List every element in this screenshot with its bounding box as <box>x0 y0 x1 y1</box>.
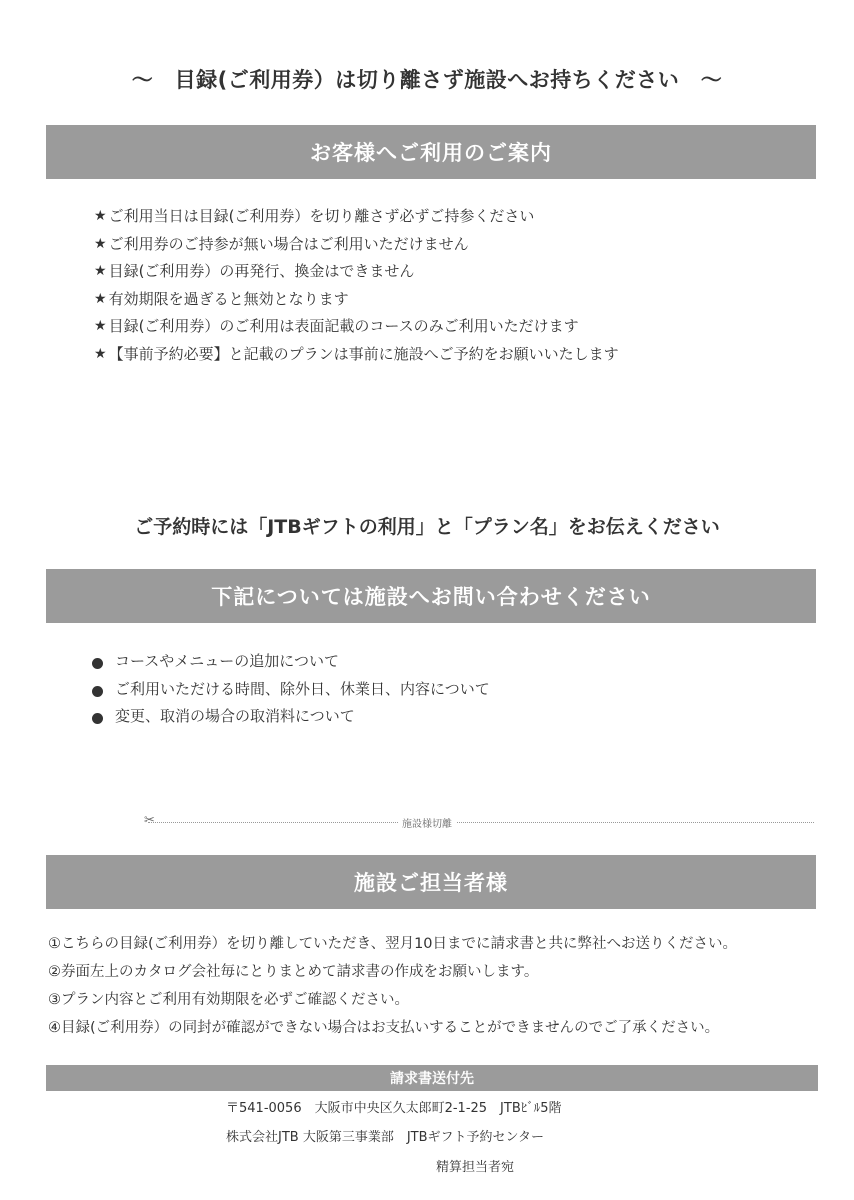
guide-list <box>94 203 619 368</box>
list-item: ★ ご利用券のご持参が無い場合はご利用いただけません <box>94 231 619 259</box>
list-item: ★ 【事前予約必要】と記載のプランは事前に施設へご予約をお願いいたします <box>94 341 619 369</box>
facility-instructions <box>48 930 737 1042</box>
bullet-dot-icon <box>92 658 103 669</box>
star-icon: ★ <box>94 318 107 334</box>
list-item: 変更、取消の場合の取消料について <box>92 703 490 731</box>
list-item: ★ ご利用当日は目録(ご利用券）を切り離さず必ずご持参ください <box>94 203 619 231</box>
bullet-dot-icon <box>92 713 103 724</box>
facility-heading: 施設ご担当者様 <box>354 871 508 895</box>
list-item: ご利用いただける時間、除外日、休業日、内容について <box>92 676 490 704</box>
inquiry-heading-bar <box>46 569 816 623</box>
star-icon: ★ <box>94 263 107 279</box>
star-icon: ★ <box>94 235 107 252</box>
star-icon: ★ <box>94 290 107 307</box>
page-title: ～ 目録(ご利用券）は切り離さず施設へお持ちください ～ <box>131 68 723 92</box>
list-item: ①こちらの目録(ご利用券）を切り離していただき、翌月10日までに請求書と共に弊社へお送りください。 <box>48 936 738 952</box>
invoice-heading-bar <box>46 1065 818 1091</box>
list-item: ③プラン内容とご利用有効期限を必ずご確認ください。 <box>48 992 409 1008</box>
cut-label: 施設様切離 <box>398 815 456 830</box>
invoice-address: 〒541-0056 大阪市中央区久太郎町2-1-25 JTBﾋﾞﾙ5階 <box>226 1101 562 1116</box>
list-item: ★ 有効期限を過ぎると無効となります <box>94 286 619 314</box>
cut-line <box>148 822 814 823</box>
list-item: コースやメニューの追加について <box>92 648 490 676</box>
list-item: ④目録(ご利用券）の同封が確認ができない場合はお支払いすることができませんのでご了承ください。 <box>48 1020 720 1036</box>
invoice-company: 株式会社JTB 大阪第三事業部 JTBギフト予約センター <box>226 1130 544 1145</box>
guide-heading: お客様へご利用のご案内 <box>310 141 552 165</box>
list-item: ★ 目録(ご利用券）のご利用は表面記載のコースのみご利用いただけます <box>94 313 619 341</box>
reservation-notice: ご予約時には「JTBギフトの利用」と「プラン名」をお伝えください <box>134 516 720 538</box>
inquiry-list <box>92 648 490 731</box>
facility-heading-bar <box>46 855 816 909</box>
invoice-heading: 請求書送付先 <box>390 1071 474 1087</box>
scissors-icon: ✂ <box>144 813 155 828</box>
guide-heading-bar <box>46 125 816 179</box>
star-icon: ★ <box>94 345 107 362</box>
star-icon: ★ <box>94 208 107 224</box>
list-item: ★ 目録(ご利用券）の再発行、換金はできません <box>94 258 619 286</box>
list-item: ②券面左上のカタログ会社毎にとりまとめて請求書の作成をお願いします。 <box>48 964 539 980</box>
invoice-attention: 精算担当者宛 <box>436 1160 515 1175</box>
inquiry-heading: 下記については施設へお問い合わせください <box>211 585 651 609</box>
bullet-dot-icon <box>92 686 103 697</box>
